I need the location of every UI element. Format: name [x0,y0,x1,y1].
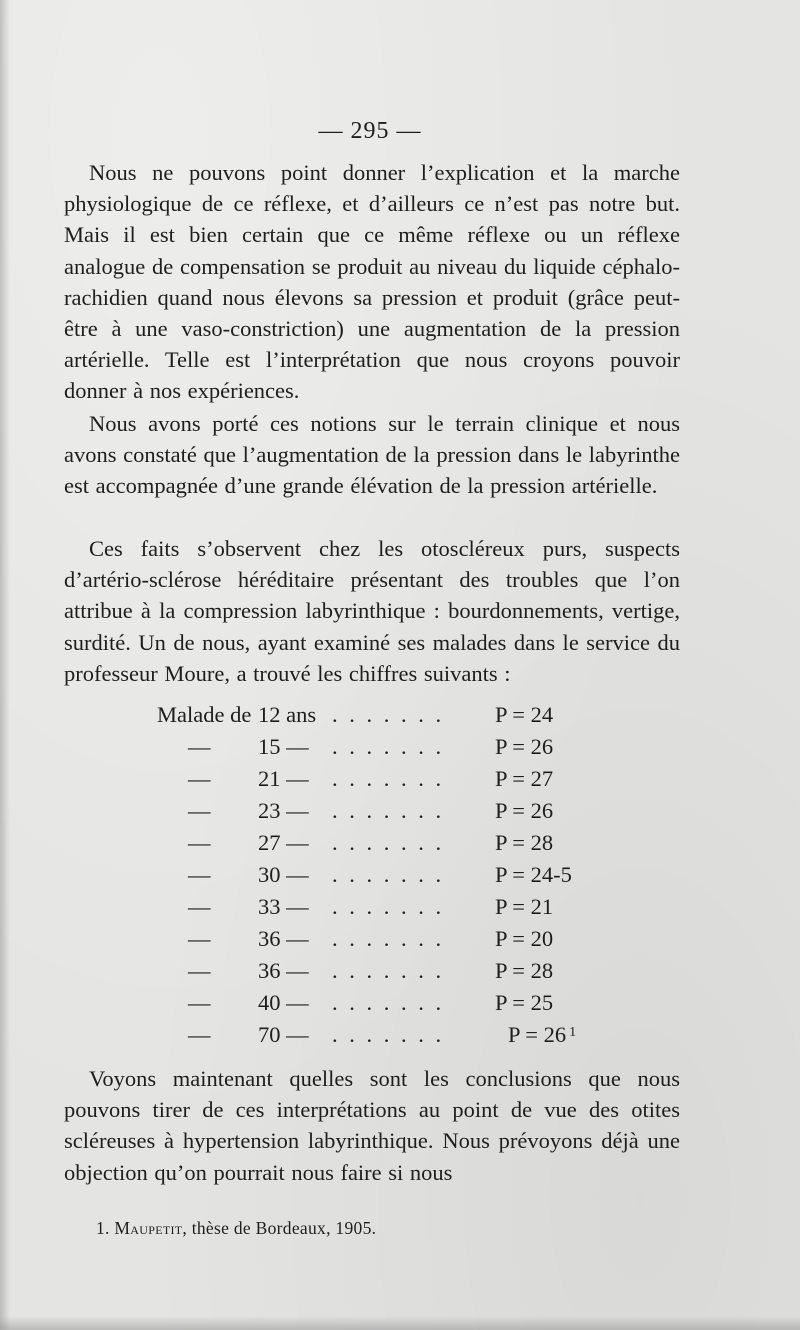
table-row [0,702,800,733]
footnote [96,1218,376,1239]
footnote-text: , thèse de Bordeaux, 1905. [182,1218,377,1238]
row-ditto-mark: — [188,734,211,759]
footnote-reference: 1 [569,1025,577,1040]
table-row [0,926,800,957]
row-ditto-mark: — [188,958,211,983]
row-leader-dots: . . . . . . . [332,958,445,983]
row-pressure: P = 27 [495,766,554,791]
footnote-author: Maupetit [114,1218,183,1238]
row-pressure: P = 26 [495,798,554,823]
paragraph-reflex-explanation: Nous ne pouvons point donner l’explication et la marche physiologique de ce réflexe, et d’ailleurs ce n’est pas notre but. Mais il est bien certain que ce même réflexe ou un réflexe analogue de compensation se produit au niveau du liquide céphalo-rachidien quand nous élevons sa pression et produit (grâce peut-être à une vaso-constriction) une augmentation de la pression artérielle. Telle est l’interprétation que nous croyons pouvoir donner à nos expériences. [64,160,680,404]
row-pressure: P = 26 [495,734,554,759]
row-pressure: P = 21 [495,894,554,919]
table-row [0,894,800,925]
row-pressure: P = 28 [495,830,554,855]
row-leader-dots: . . . . . . . [332,702,445,727]
row-ditto-mark: — [188,1022,211,1047]
row-age: 30 — [258,862,309,887]
row-age: 23 — [258,798,309,823]
row-age: 40 — [258,990,309,1015]
row-age: 36 — [258,958,309,983]
row-leader-dots: . . . . . . . [332,926,445,951]
row-pressure: P = 24 [495,702,554,727]
row-label: Malade de [157,702,252,727]
row-pressure: P = 25 [495,990,554,1015]
row-leader-dots: . . . . . . . [332,734,445,759]
paragraph-otosclerosis-cases: Ces faits s’observent chez les otoscléreux purs, suspects d’artério-sclérose héréditaire présentant des troubles que l’on attribue à la compression labyrinthique : bourdonnements, vertige, surdité. Un de nous, ayant examiné ses malades dans le service du professeur Moure, a trouvé les chiffres suivants : [64,536,680,686]
row-age: 21 — [258,766,309,791]
row-age: 27 — [258,830,309,855]
row-leader-dots: . . . . . . . [332,1022,445,1047]
row-ditto-mark: — [188,830,211,855]
row-ditto-mark: — [188,990,211,1015]
row-age: 15 — [258,734,309,759]
row-leader-dots: . . . . . . . [332,894,445,919]
row-age: 36 — [258,926,309,951]
row-leader-dots: . . . . . . . [332,830,445,855]
table-row [0,1022,800,1053]
row-age: 70 — [258,1022,309,1047]
row-leader-dots: . . . . . . . [332,862,445,887]
row-ditto-mark: — [188,798,211,823]
row-ditto-mark: — [188,894,211,919]
footnote-number: 1. [96,1218,110,1238]
row-age: 33 — [258,894,309,919]
row-ditto-mark: — [188,766,211,791]
row-leader-dots: . . . . . . . [332,990,445,1015]
row-leader-dots: . . . . . . . [332,766,445,791]
table-row [0,830,800,861]
row-leader-dots: . . . . . . . [332,798,445,823]
page-bottom-edge [0,1316,800,1330]
table-row [0,798,800,829]
row-age: 12 ans [258,702,317,727]
page-left-shadow [0,0,10,1330]
table-row [0,734,800,765]
row-ditto-mark: — [188,862,211,887]
table-row [0,990,800,1021]
table-row [0,958,800,989]
paragraph-conclusions: Voyons maintenant quelles sont les conclusions que nous pouvons tirer de ces interprétations au point de vue des otites scléreuses à hypertension labyrinthique. Nous prévoyons déjà une objection qu’on pourrait nous faire si nous [64,1066,680,1185]
page-number: — 295 — [318,118,422,144]
table-row [0,862,800,893]
row-pressure: P = 26 [508,1022,567,1047]
table-row [0,766,800,797]
paragraph-clinical-findings: Nous avons porté ces notions sur le terrain clinique et nous avons constaté que l’augmentation de la pression dans le labyrinthe est accompagnée d’une grande élévation de la pression artérielle. [64,411,680,499]
row-ditto-mark: — [188,926,211,951]
row-pressure-with-note [508,1022,576,1048]
row-pressure: P = 28 [495,958,554,983]
row-pressure: P = 24-5 [495,862,572,887]
row-pressure: P = 20 [495,926,554,951]
